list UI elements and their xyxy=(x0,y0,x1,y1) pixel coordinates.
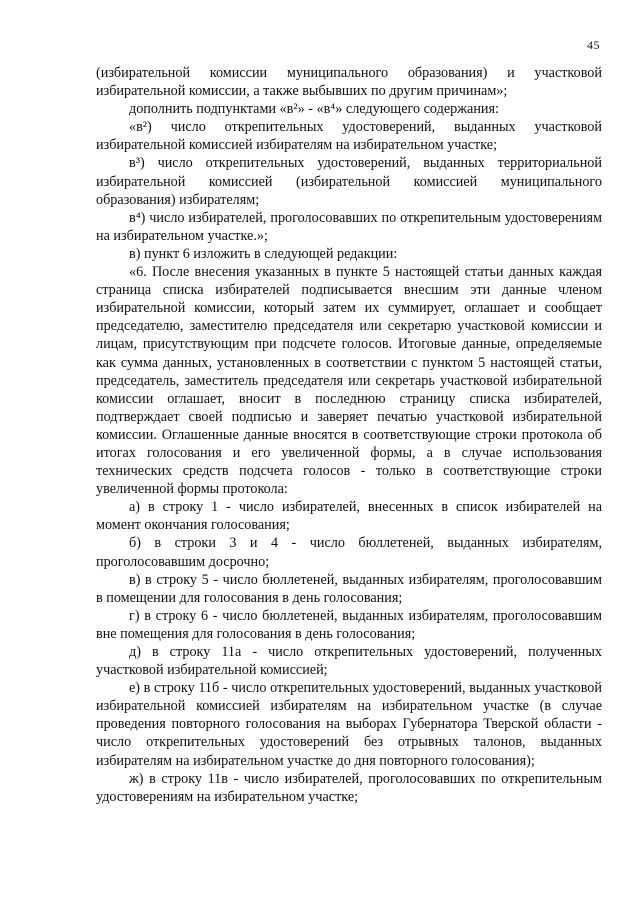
paragraph: дополнить подпунктами «в²» - «в⁴» следующего содержания: xyxy=(129,101,499,118)
paragraph: «в²) число открепительных удостоверений, выданных участковой избирательной комиссией избирателям на избирательном участке; xyxy=(96,119,602,154)
list-item: д) в строку 11а - число открепительных удостоверений, полученных участковой избирательной комиссией; xyxy=(96,644,602,679)
list-item: в) в строку 5 - число бюллетеней, выданных избирателям, проголосовавшим в помещении для голосования в день голосования; xyxy=(96,571,602,606)
list-item: б) в строки 3 и 4 - число бюллетеней, выданных избирателям, проголосовавшим досрочно; xyxy=(96,535,602,570)
paragraph: в⁴) число избирателей, проголосовавших по открепительным удостоверениям на избирательном участке.»; xyxy=(96,209,602,244)
paragraph: в³) число открепительных удостоверений, выданных территориальной избирательной комиссией (избирательной комиссией муниципального образования) избирателям; xyxy=(96,155,602,208)
paragraph: (избирательной комиссии муниципального образования) и участковой избирательной комиссии, а также выбывших по другим причинам»; xyxy=(96,65,602,100)
list-item: ж) в строку 11в - число избирателей, проголосовавших по открепительным удостоверениям на избирательном участке; xyxy=(96,770,602,805)
list-item: е) в строку 11б - число открепительных удостоверений, выданных участковой избирательной комиссией избирателям на избирательном участке (в случае проведения повторного голосования на выборах Губернатора Тверской области - число открепительных удостоверений без отрывных талонов, выданных избирателям на избирательном участке до дня повторного голосования); xyxy=(96,680,602,769)
page-number: 45 xyxy=(587,38,600,52)
list-item: г) в строку 6 - число бюллетеней, выданных избирателям, проголосовавшим вне помещения для голосования в день голосования; xyxy=(96,607,602,642)
paragraph: «6. После внесения указанных в пункте 5 настоящей статьи данных каждая страница списка избирателей подписывается внесшим эти данные членом избирательной комиссии, который затем их суммирует, оглашает и сообщает председателю, заместителю председателя или секретарю участковой комиссии и лицам, присутствующим при подсчете голосов. Итоговые данные, определяемые как сумма данных, установленных в соответствии с пунктом 5 настоящей статьи, председатель, заместитель председателя или секретарь участковой избирательной комиссии оглашает, вносит в последнюю страницу списка избирателей, подтверждает своей подписью и заверяет печатью участковой избирательной комиссии. Оглашенные данные вносятся в соответствующие строки протокола об итогах голосования и его увеличенной формы, а в случае использования технических средств подсчета голосов - только в соответствующие строки увеличенной формы протокола: xyxy=(96,264,602,498)
paragraph: в) пункт 6 изложить в следующей редакции: xyxy=(129,245,398,262)
document-body xyxy=(96,64,602,806)
list-item: а) в строку 1 - число избирателей, внесенных в список избирателей на момент окончания голосования; xyxy=(96,499,602,534)
